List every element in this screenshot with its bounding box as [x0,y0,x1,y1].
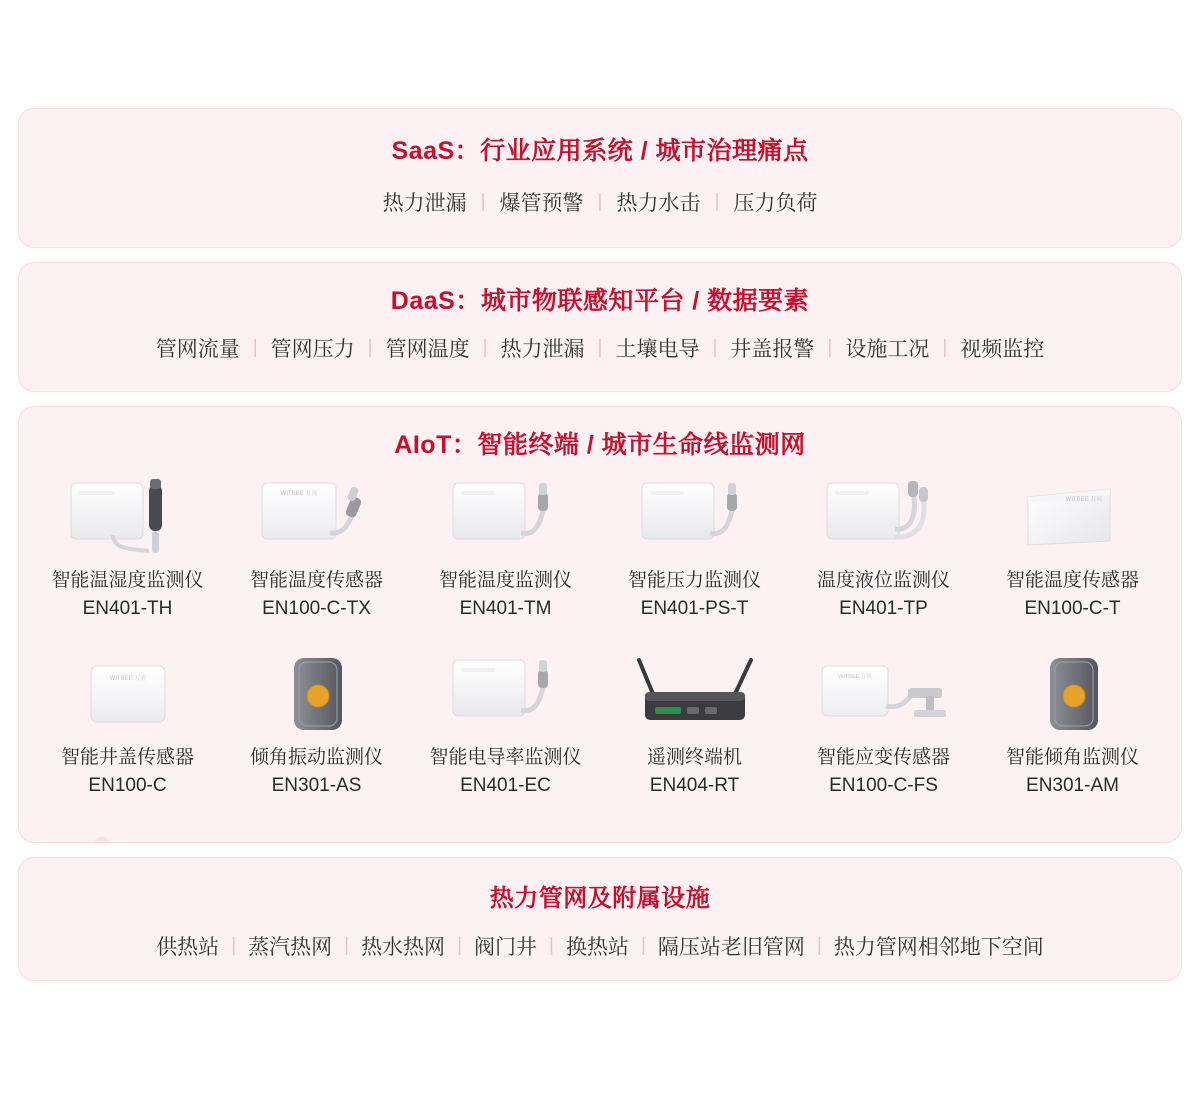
sensor-box-probe-icon [53,475,203,561]
sensor-box-cable-icon [431,652,581,738]
saas-tag-2: 热力水击 [616,192,701,215]
tag-separator: | [597,337,603,358]
daas-title [19,281,1181,317]
device-name: 智能压力监测仪 [627,570,761,591]
saas-title-cn: 行业应用系统 / 城市治理痛点 [480,137,809,165]
saas-tag-row [19,187,1181,217]
device-card[interactable] [33,471,222,622]
saas-tag-0: 热力泄漏 [382,192,467,215]
saas-title-en: SaaS： [391,137,481,165]
device-model: EN100-C [88,774,167,796]
device-card[interactable] [978,471,1167,622]
device-model: EN100-C-FS [829,774,938,796]
device-model: EN401-EC [460,774,551,796]
daas-tag-row [19,333,1181,363]
white-module-icon [998,475,1148,561]
gray-button-box-icon [998,652,1148,738]
svg-text:WITBEE 万宾: WITBEE 万宾 [109,676,146,683]
daas-title-en: DaaS： [390,287,481,315]
daas-tag-3: 热力泄漏 [500,338,585,361]
svg-text:WITBEE 万宾: WITBEE 万宾 [837,674,872,681]
device-model: EN401-TM [459,597,552,619]
pipe-tag-5: 隔压站老旧管网 [657,936,805,959]
device-model: EN404-RT [649,774,740,796]
device-name: 智能温湿度监测仪 [51,570,204,591]
pipe-tag-1: 蒸汽热网 [248,936,333,959]
device-card[interactable] [222,648,411,799]
device-name: 智能温度监测仪 [438,570,572,591]
device-card[interactable] [411,648,600,799]
device-card[interactable] [978,648,1167,799]
device-name: 智能电导率监测仪 [429,747,582,769]
saas-title [19,131,1181,167]
router-antenna-icon [615,652,775,738]
tag-separator: | [482,337,488,358]
tag-separator: | [714,191,720,212]
pipe-network-tag-row [19,931,1181,961]
tag-separator: | [367,337,373,358]
device-name: 遥测终端机 [646,747,742,769]
daas-tag-6: 设施工况 [845,338,930,361]
aiot-title [19,425,1181,461]
tag-separator: | [827,337,833,358]
white-panel-icon [53,652,203,738]
daas-tag-0: 管网流量 [155,338,240,361]
device-model: EN401-TP [839,597,928,619]
device-card[interactable] [33,648,222,799]
pipe-network-title: 热力管网及附属设施 [489,885,711,912]
saas-layer-panel [18,108,1182,248]
pipe-network-panel [18,857,1182,981]
device-model: EN301-AM [1026,774,1119,796]
device-model: EN301-AS [271,774,362,796]
daas-layer-panel [18,262,1182,392]
daas-tag-7: 视频监控 [960,338,1045,361]
sensor-box-cable-icon [431,475,581,561]
network-nodes-icon [63,832,141,843]
device-card[interactable] [789,648,978,799]
tag-separator: | [252,337,258,358]
device-name: 智能井盖传感器 [60,747,194,769]
tag-separator: | [640,935,646,956]
device-name: 温度液位监测仪 [816,570,950,591]
tag-separator: | [457,935,462,956]
daas-title-cn: 城市物联感知平台 / 数据要素 [480,287,810,315]
device-model: EN401-TH [82,597,173,619]
device-card[interactable] [222,471,411,622]
gray-button-box-icon [242,652,392,738]
tag-separator: | [712,337,718,358]
daas-tag-5: 井盖报警 [730,338,815,361]
aiot-device-row-1 [19,461,1181,622]
device-model: EN100-C-T [1024,597,1121,619]
tag-separator: | [816,935,822,956]
device-name: 倾角振动监测仪 [249,747,383,769]
tag-separator: | [942,337,948,358]
aiot-title-en: AIoT： [394,431,478,459]
device-card[interactable] [789,471,978,622]
daas-tag-4: 土壤电导 [615,338,700,361]
device-model: EN100-C-TX [262,597,371,619]
device-card[interactable] [411,471,600,622]
sensor-panel-cable-icon [242,475,392,561]
aiot-title-cn: 智能终端 / 城市生命线监测网 [477,431,806,459]
device-card[interactable] [600,471,789,622]
aiot-layer-panel [18,406,1182,843]
pipe-tag-2: 热水热网 [361,936,446,959]
saas-tag-3: 压力负荷 [733,192,818,215]
daas-tag-2: 管网温度 [385,338,470,361]
panel-bracket-icon [804,652,964,738]
device-name: 智能倾角监测仪 [1005,747,1139,769]
svg-text:WITBEE 万宾: WITBEE 万宾 [1065,497,1102,503]
device-model: EN401-PS-T [640,597,749,619]
target-rings-icon [59,241,133,248]
svg-text:WITBEE 万宾: WITBEE 万宾 [280,491,317,497]
tag-separator: | [549,935,554,956]
aiot-device-row-2 [19,638,1181,799]
device-name: 智能温度传感器 [1005,570,1139,591]
device-name: 智能应变传感器 [816,747,950,769]
tag-separator: | [480,191,486,212]
pipe-tag-0: 供热站 [156,936,220,959]
tag-separator: | [231,935,237,956]
saas-tag-1: 爆管预警 [499,192,584,215]
sensor-box-dual-cable-icon [809,475,959,561]
tag-separator: | [597,191,603,212]
sensor-box-cable-icon [620,475,770,561]
tag-separator: | [344,935,350,956]
pipe-tag-3: 阀门井 [474,936,537,959]
pipe-tag-6: 热力管网相邻地下空间 [833,936,1044,959]
pipe-tag-4: 换热站 [565,936,629,959]
daas-tag-1: 管网压力 [270,338,355,361]
device-name: 智能温度传感器 [249,570,383,591]
device-card[interactable] [600,648,789,799]
